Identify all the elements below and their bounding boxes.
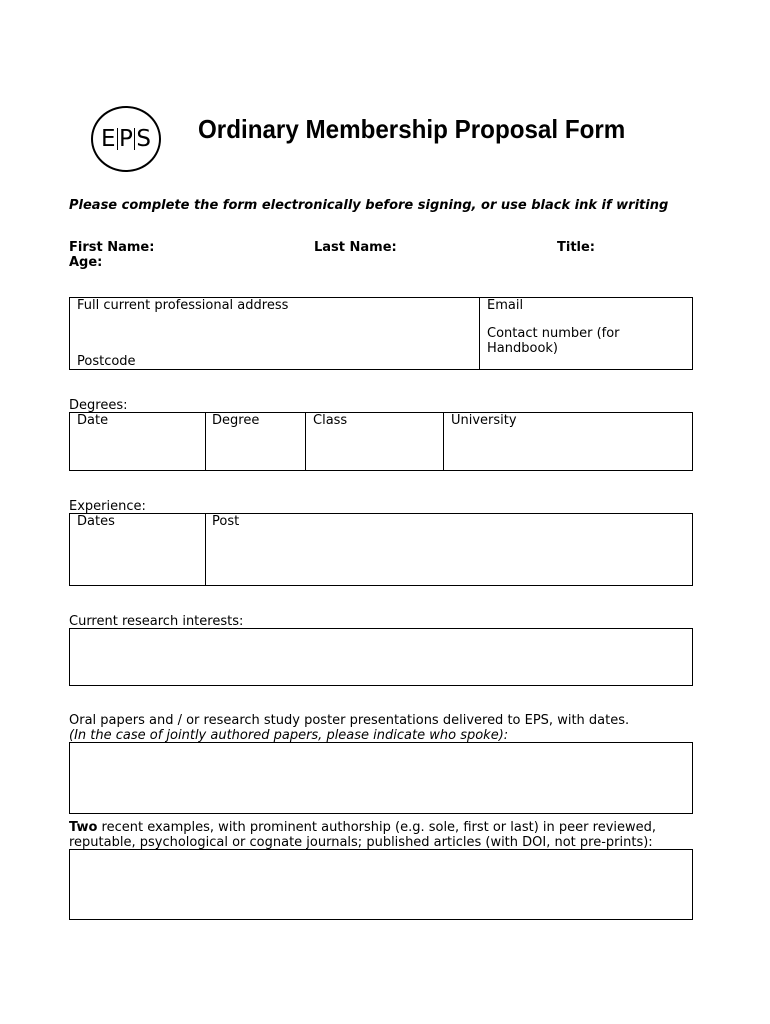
degrees-header-date: Date — [77, 413, 109, 428]
title-label: Title: — [557, 240, 596, 255]
publications-label-line1 — [69, 820, 656, 835]
instruction-text: Please complete the form electronically before signing, or use black ink if writing — [69, 198, 669, 213]
table-divider — [443, 412, 444, 471]
logo-letter-e: E — [100, 126, 116, 152]
publications-label-rest: recent examples, with prominent authorship (e.g. sole, first or last) in peer reviewed, — [97, 820, 657, 835]
oral-papers-label: Oral papers and / or research study poster presentations delivered to EPS, with dates. — [69, 713, 630, 728]
logo-letter-p: P — [119, 126, 133, 152]
research-interests-label: Current research interests: — [69, 614, 244, 629]
oral-papers-note: (In the case of jointly authored papers, please indicate who spoke): — [69, 728, 509, 743]
table-divider — [305, 412, 306, 471]
degrees-label: Degrees: — [69, 398, 128, 413]
contact-label-line2: Handbook) — [487, 341, 558, 356]
publications-field[interactable] — [69, 849, 693, 920]
oral-papers-field[interactable] — [69, 742, 693, 814]
degrees-header-degree: Degree — [212, 413, 260, 428]
eps-logo — [91, 106, 161, 172]
publications-label-line2: reputable, psychological or cognate journals; published articles (with DOI, not pre-prints): — [69, 835, 653, 850]
experience-header-dates: Dates — [77, 514, 115, 529]
experience-table[interactable] — [69, 513, 693, 586]
logo-divider — [117, 128, 119, 150]
address-label: Full current professional address — [77, 298, 289, 313]
email-label: Email — [487, 298, 524, 313]
degrees-table[interactable] — [69, 412, 693, 471]
logo-letter-s: S — [136, 126, 152, 152]
age-label: Age: — [69, 255, 103, 270]
contact-label-line1: Contact number (for — [487, 326, 620, 341]
experience-header-post: Post — [212, 514, 240, 529]
first-name-label: First Name: — [69, 240, 155, 255]
last-name-label: Last Name: — [314, 240, 397, 255]
postcode-label: Postcode — [77, 354, 136, 369]
logo-divider — [134, 128, 136, 150]
research-interests-field[interactable] — [69, 628, 693, 686]
publications-bold-word: Two — [69, 820, 98, 835]
form-title: Ordinary Membership Proposal Form — [198, 114, 626, 144]
table-divider — [205, 412, 206, 471]
degrees-header-university: University — [451, 413, 517, 428]
experience-label: Experience: — [69, 499, 146, 514]
table-divider — [205, 513, 206, 586]
degrees-header-class: Class — [313, 413, 348, 428]
box-divider — [479, 297, 480, 370]
